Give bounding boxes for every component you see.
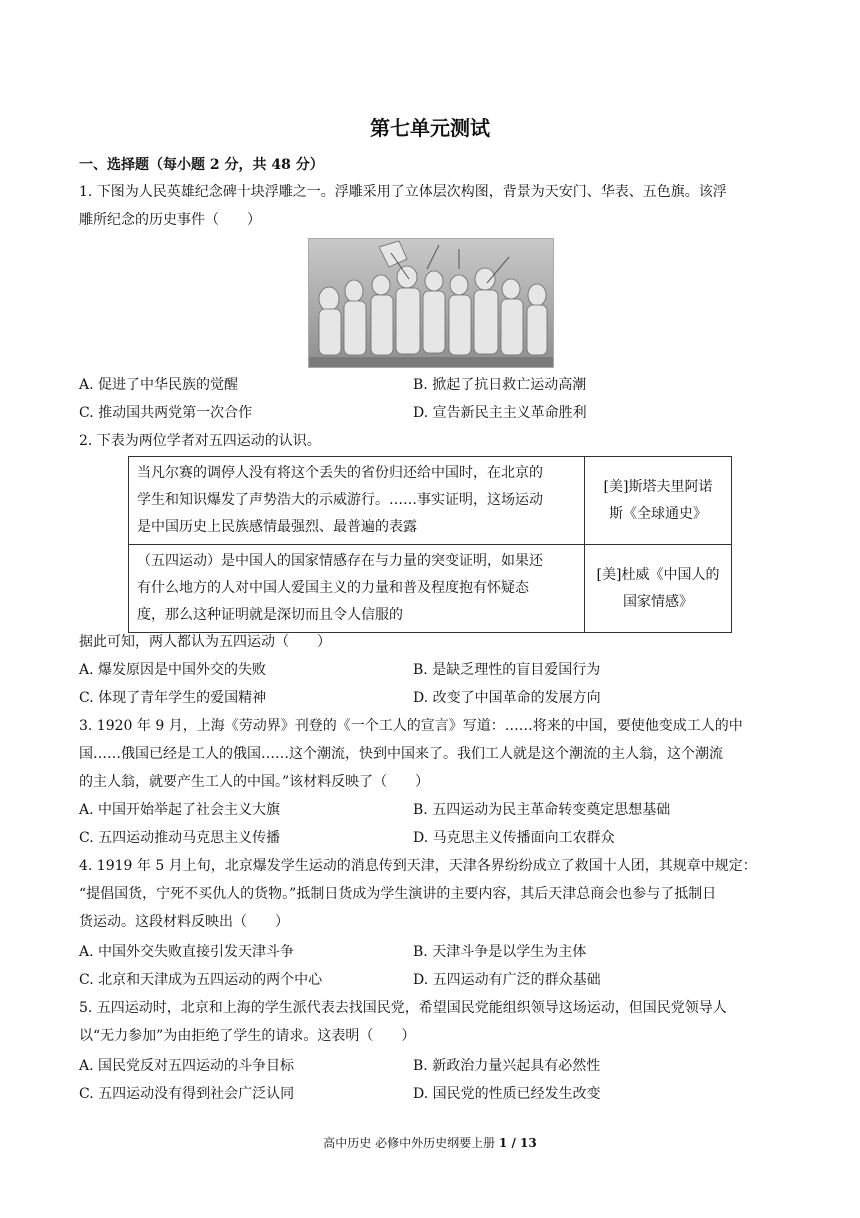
quote-cell	[129, 545, 585, 633]
quote-line: 学生和知识爆发了声势浩大的示威游行。……事实证明，这场运动	[137, 492, 543, 508]
q2-follow-up: 据此可知，两人都认为五四运动（ ）	[79, 634, 331, 650]
q5-option-b: B. 新政治力量兴起具有必然性	[413, 1058, 601, 1074]
q4-stem-line1: 4. 1919 年 5 月上旬，北京爆发学生运动的消息传到天津，天津各界纷纷成立了救国十人团，其规章中规定：	[79, 858, 757, 874]
q4-stem-line3: 货运动。这段材料反映出（ ）	[79, 914, 289, 930]
q1-stem-line2: 雕所纪念的历史事件（ ）	[79, 212, 261, 228]
q2-option-c: C. 体现了青年学生的爱国精神	[79, 690, 267, 706]
q1-stem-line1: 1. 下图为人民英雄纪念碑十块浮雕之一。浮雕采用了立体层次构图，背景为天安门、华表、五色旗。该浮	[79, 184, 727, 200]
source-cell	[585, 457, 732, 545]
page-title: 第七单元测试	[370, 116, 490, 140]
relief-figures-illustration	[309, 239, 553, 367]
quote-line: 度，那么这种证明就是深切而且令人信服的	[137, 607, 403, 623]
q3-stem-line3: 的主人翁，就要产生工人的中国。”该材料反映了（ ）	[79, 774, 430, 790]
scholar-quotes-table	[128, 456, 732, 633]
table-row	[129, 545, 732, 633]
q1-option-c: C. 推动国共两党第一次合作	[79, 405, 253, 421]
q5-option-c: C. 五四运动没有得到社会广泛认同	[79, 1086, 295, 1102]
q3-stem-line1: 3. 1920 年 9 月，上海《劳动界》刊登的《一个工人的宣言》写道：……将来的中国，要使他变成工人的中	[79, 718, 743, 734]
source-line: 斯《全球通史》	[609, 505, 707, 522]
quote-cell	[129, 457, 585, 545]
quote-line: 有什么地方的人对中国人爱国主义的力量和普及程度抱有怀疑态	[137, 580, 529, 596]
q4-option-a: A. 中国外交失败直接引发天津斗争	[79, 944, 295, 960]
q1-option-b: B. 掀起了抗日救亡运动高潮	[413, 377, 587, 393]
q2-option-d: D. 改变了中国革命的发展方向	[413, 690, 601, 706]
q4-option-b: B. 天津斗争是以学生为主体	[413, 944, 587, 960]
quote-line: 是中国历史上民族感情最强烈、最普遍的表露	[137, 519, 417, 535]
q3-option-d: D. 马克思主义传播面向工农群众	[413, 830, 615, 846]
q5-stem-line2: 以“无力参加”为由拒绝了学生的请求。这表明（ ）	[79, 1028, 416, 1044]
section-heading: 一、选择题（每小题 2 分，共 48 分）	[79, 157, 324, 173]
source-line: [美]斯塔夫里阿诺	[603, 478, 713, 495]
q3-stem-line2: 国……俄国已经是工人的俄国……这个潮流，快到中国来了。我们工人就是这个潮流的主人翁，这个潮流	[79, 746, 723, 762]
q1-option-d: D. 宣告新民主主义革命胜利	[413, 405, 587, 421]
source-line: 国家情感》	[623, 593, 693, 610]
q2-stem: 2. 下表为两位学者对五四运动的认识。	[79, 433, 321, 449]
page-number: 1 / 13	[498, 1136, 537, 1150]
source-line: [美]杜威《中国人的	[596, 566, 720, 583]
q4-option-c: C. 北京和天津成为五四运动的两个中心	[79, 972, 323, 988]
q2-option-b: B. 是缺乏理性的盲目爱国行为	[413, 662, 601, 678]
table-row	[129, 457, 732, 545]
q3-option-a: A. 中国开始举起了社会主义大旗	[79, 802, 281, 818]
q3-option-c: C. 五四运动推动马克思主义传播	[79, 830, 281, 846]
q5-option-a: A. 国民党反对五四运动的斗争目标	[79, 1058, 295, 1074]
q2-option-a: A. 爆发原因是中国外交的失败	[79, 662, 267, 678]
footer-text: 高中历史 必修中外历史纲要上册	[323, 1136, 499, 1150]
page-footer	[0, 1133, 860, 1153]
q4-option-d: D. 五四运动有广泛的群众基础	[413, 972, 601, 988]
quote-line: （五四运动）是中国人的国家情感存在与力量的突变证明，如果还	[137, 553, 543, 569]
monument-relief-image	[308, 238, 554, 368]
source-cell	[585, 545, 732, 633]
q5-stem-line1: 5. 五四运动时，北京和上海的学生派代表去找国民党，希望国民党能组织领导这场运动，但国民党领导人	[79, 1000, 727, 1016]
q5-option-d: D. 国民党的性质已经发生改变	[413, 1086, 601, 1102]
q3-option-b: B. 五四运动为民主革命转变奠定思想基础	[413, 802, 671, 818]
quote-line: 当凡尔赛的调停人没有将这个丢失的省份归还给中国时，在北京的	[137, 465, 543, 481]
q1-option-a: A. 促进了中华民族的觉醒	[79, 377, 239, 393]
q4-stem-line2: “提倡国货，宁死不买仇人的货物。”抵制日货成为学生演讲的主要内容，其后天津总商会也参与了抵制日	[79, 886, 717, 902]
